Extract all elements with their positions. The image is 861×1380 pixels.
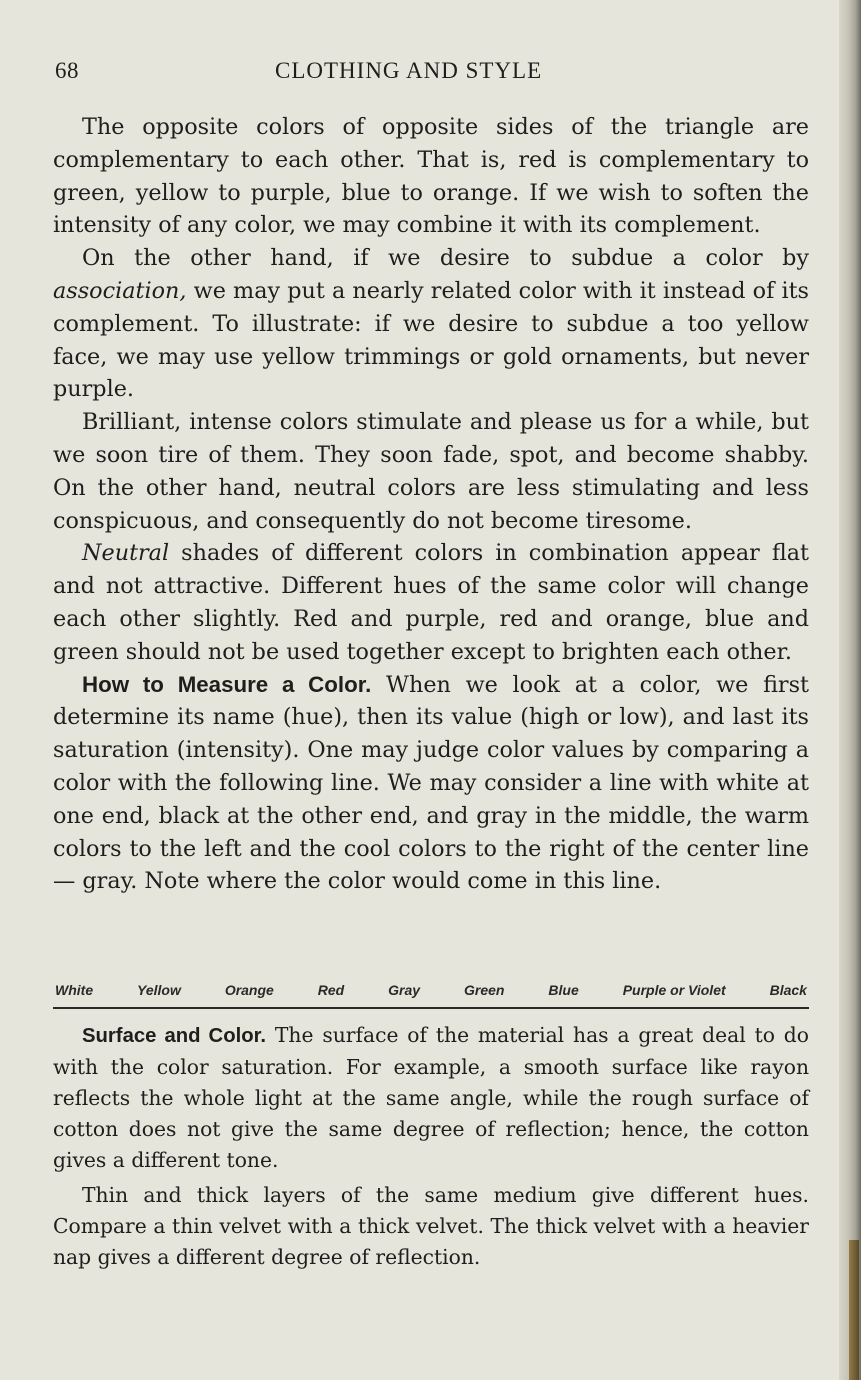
page-number: 68 — [55, 58, 79, 83]
text-run: The opposite colors of opposite sides of the triangle are complementary to each other. That is, red is complementary to green, yellow to purple, blue to orange. If we wish to soften the intensity of any color, we may combine it with its complement. — [53, 114, 809, 239]
scale-label-red: Red — [317, 982, 345, 998]
italic-term: Neutral — [82, 540, 170, 567]
paragraph — [53, 537, 809, 668]
text-run: Brilliant, intense colors stimulate and please us for a while, but we soon tire of them. They soon fade, spot, and become shabby. On the other hand, neutral colors are less stimulating and less conspicuous, and consequently do not become tiresome. — [53, 409, 809, 534]
scale-label-orange: Orange — [224, 982, 274, 998]
scale-label-purple-violet: Purple or Violet — [622, 982, 726, 998]
italic-term: association, — [53, 277, 187, 304]
scale-label-blue: Blue — [548, 982, 579, 998]
paragraph — [53, 1180, 809, 1273]
scale-label-yellow: Yellow — [137, 982, 181, 998]
scale-rule — [53, 1007, 809, 1009]
scale-label-black: Black — [769, 982, 807, 998]
paragraph — [53, 111, 809, 242]
scale-label-gray: Gray — [388, 982, 421, 998]
color-scale-labels — [53, 982, 809, 998]
text-run: Thin and thick layers of the same medium give different hues. Compare a thin velvet with a thick velvet. The thick velvet with a heavier nap gives a different degree of reflection. — [53, 1183, 809, 1269]
text-run: The surface of the material has a great deal to do with the color saturation. For example, a smooth surface like rayon reflects the whole light at the same angle, while the rough surface of cotton does not give the same degree of reflection; hence, the cotton gives a different tone. — [53, 1023, 809, 1172]
body-text-small — [53, 1020, 809, 1273]
body-text — [53, 111, 809, 898]
scale-label-green: Green — [464, 982, 505, 998]
paragraph — [53, 669, 809, 899]
section-heading: Surface and Color. — [82, 1025, 267, 1047]
color-value-scale — [53, 982, 809, 1009]
paragraph — [53, 1020, 809, 1176]
paragraph — [53, 406, 809, 537]
scale-label-white: White — [55, 982, 94, 998]
running-head — [55, 58, 805, 90]
text-run: we may put a nearly related color with it instead of its complement. To illustrate: if we desire to subdue a too yellow face, we may use yellow trimmings or gold ornaments, but never purple. — [53, 277, 809, 403]
text-run: shades of different colors in combination appear flat and not attractive. Different hues of the same color will change each other slightly. Red and purple, red and orange, blue and green should not be used together except to brighten each other. — [53, 540, 809, 665]
text-run: When we look at a color, we first determine its name (hue), then its value (high or low), and last its saturation (intensity). One may judge color values by comparing a color with the following line. We may consider a line with white at one end, black at the other end, and gray in the middle, the warm colors to the left and the cool colors to the right of the center line — gray. Note where the color would come in this line. — [53, 671, 809, 895]
book-page-edge — [839, 0, 861, 1380]
section-heading: How to Measure a Color. — [82, 671, 372, 697]
text-run: On the other hand, if we desire to subdue a color by — [82, 245, 809, 272]
running-title: CLOTHING AND STYLE — [275, 58, 543, 83]
paragraph — [53, 242, 809, 406]
